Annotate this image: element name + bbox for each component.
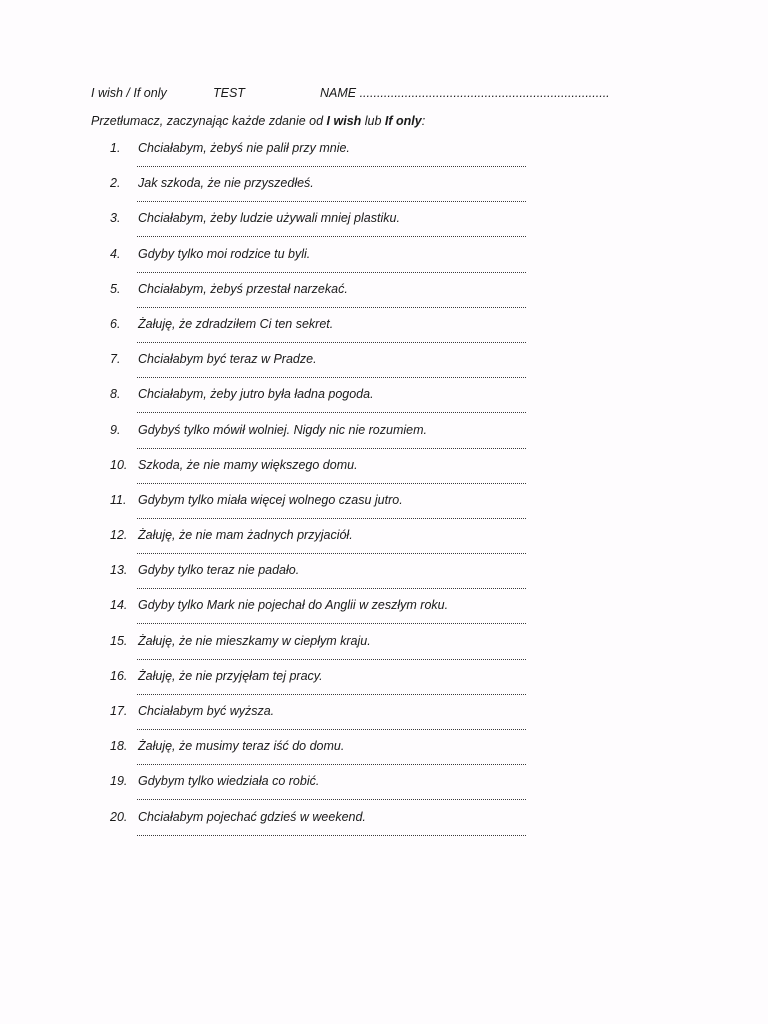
item-number: 18. — [110, 739, 128, 754]
exercise-item — [0, 563, 768, 598]
item-sentence: Gdyby tylko teraz nie padało. — [138, 563, 300, 578]
item-sentence: Chciałabym być wyższa. — [138, 704, 275, 718]
item-number: 12. — [110, 528, 128, 543]
answer-line[interactable] — [137, 438, 526, 449]
item-sentence: Żałuję, że nie mieszkamy w ciepłym kraju. — [138, 633, 371, 648]
item-sentence: Chciałabym, żebyś przestał narzekać. — [138, 281, 348, 296]
item-number: 13. — [110, 563, 128, 578]
item-sentence: Żałuję, że nie mam żadnych przyjaciół. — [138, 528, 353, 543]
item-sentence: Gdyby tylko Mark nie pojechał do Anglii w zeszłym roku. — [138, 598, 449, 613]
exercise-item — [0, 634, 768, 669]
instruction-mid: lub — [361, 114, 385, 128]
name-field[interactable]: NAME ........................................................................ — [320, 86, 610, 100]
instruction-text — [91, 114, 425, 128]
item-number: 4. — [110, 246, 121, 261]
item-number: 8. — [110, 387, 121, 402]
item-number: 6. — [110, 316, 121, 331]
item-number: 11. — [110, 492, 127, 507]
item-sentence: Gdyby tylko moi rodzice tu byli. — [138, 246, 311, 261]
exercise-item — [0, 247, 768, 282]
item-sentence: Chciałabym, żeby jutro była ładna pogoda. — [138, 387, 374, 402]
exercise-list — [0, 141, 768, 845]
answer-line[interactable] — [137, 226, 526, 237]
exercise-item — [0, 598, 768, 633]
item-sentence: Jak szkoda, że nie przyszedłeś. — [138, 176, 314, 191]
exercise-item — [0, 211, 768, 246]
instruction-prefix: Przetłumacz, zaczynając każde zdanie od — [91, 114, 327, 128]
exercise-item — [0, 423, 768, 458]
item-number: 17. — [110, 704, 128, 718]
answer-line[interactable] — [137, 719, 526, 730]
item-sentence: Szkoda, że nie mamy większego domu. — [138, 457, 358, 472]
exercise-item — [0, 739, 768, 774]
answer-line[interactable] — [137, 754, 526, 765]
item-sentence: Gdybym tylko miała więcej wolnego czasu jutro. — [138, 492, 403, 507]
answer-line[interactable] — [137, 156, 526, 167]
instruction-option-if-only: If only — [384, 114, 422, 128]
exercise-item — [0, 493, 768, 528]
item-number: 9. — [110, 422, 121, 437]
item-sentence: Żałuję, że zdradziłem Ci ten sekret. — [138, 316, 334, 331]
item-number: 2. — [110, 176, 121, 191]
instruction-option-i-wish: I wish — [326, 114, 362, 128]
exercise-item — [0, 387, 768, 422]
item-number: 10. — [110, 457, 128, 472]
answer-line[interactable] — [137, 473, 526, 484]
answer-line[interactable] — [137, 613, 526, 624]
answer-line[interactable] — [137, 649, 526, 660]
answer-line[interactable] — [137, 367, 526, 378]
item-number: 7. — [110, 352, 121, 367]
answer-line[interactable] — [137, 262, 526, 273]
item-sentence: Chciałabym, żebyś nie palił przy mnie. — [138, 141, 350, 155]
item-number: 15. — [110, 633, 128, 648]
exercise-item — [0, 282, 768, 317]
item-number: 5. — [110, 281, 121, 296]
exercise-item — [0, 669, 768, 704]
answer-line[interactable] — [137, 789, 526, 800]
exercise-item — [0, 141, 768, 176]
exercise-item — [0, 704, 768, 739]
item-number: 3. — [110, 211, 121, 226]
answer-line[interactable] — [137, 508, 526, 519]
exercise-item — [0, 810, 768, 845]
item-number: 14. — [110, 598, 128, 613]
exercise-item — [0, 317, 768, 352]
item-number: 1. — [110, 141, 121, 155]
item-number: 20. — [110, 809, 128, 824]
item-sentence: Chciałabym być teraz w Pradze. — [138, 352, 317, 367]
exercise-item — [0, 528, 768, 563]
exercise-item — [0, 458, 768, 493]
item-sentence: Żałuję, że nie przyjęłam tej pracy. — [138, 668, 323, 683]
item-sentence: Chciałabym, żeby ludzie używali mniej plastiku. — [138, 211, 400, 226]
item-sentence: Gdybym tylko wiedziała co robić. — [138, 774, 320, 789]
exercise-item — [0, 774, 768, 809]
answer-line[interactable] — [137, 332, 526, 343]
answer-line[interactable] — [137, 297, 526, 308]
item-number: 16. — [110, 668, 128, 683]
exercise-item — [0, 352, 768, 387]
answer-line[interactable] — [137, 684, 526, 695]
test-label: TEST — [213, 86, 245, 100]
answer-line[interactable] — [137, 191, 526, 202]
worksheet-title: I wish / If only — [91, 86, 167, 100]
answer-line[interactable] — [137, 578, 526, 589]
instruction-suffix: : — [421, 114, 426, 128]
item-sentence: Żałuję, że musimy teraz iść do domu. — [138, 739, 345, 754]
answer-line[interactable] — [137, 825, 526, 836]
answer-line[interactable] — [137, 402, 526, 413]
item-sentence: Gdybyś tylko mówił wolniej. Nigdy nic nie rozumiem. — [138, 422, 427, 437]
item-sentence: Chciałabym pojechać gdzieś w weekend. — [138, 809, 366, 824]
answer-line[interactable] — [137, 543, 526, 554]
item-number: 19. — [110, 774, 128, 789]
exercise-item — [0, 176, 768, 211]
